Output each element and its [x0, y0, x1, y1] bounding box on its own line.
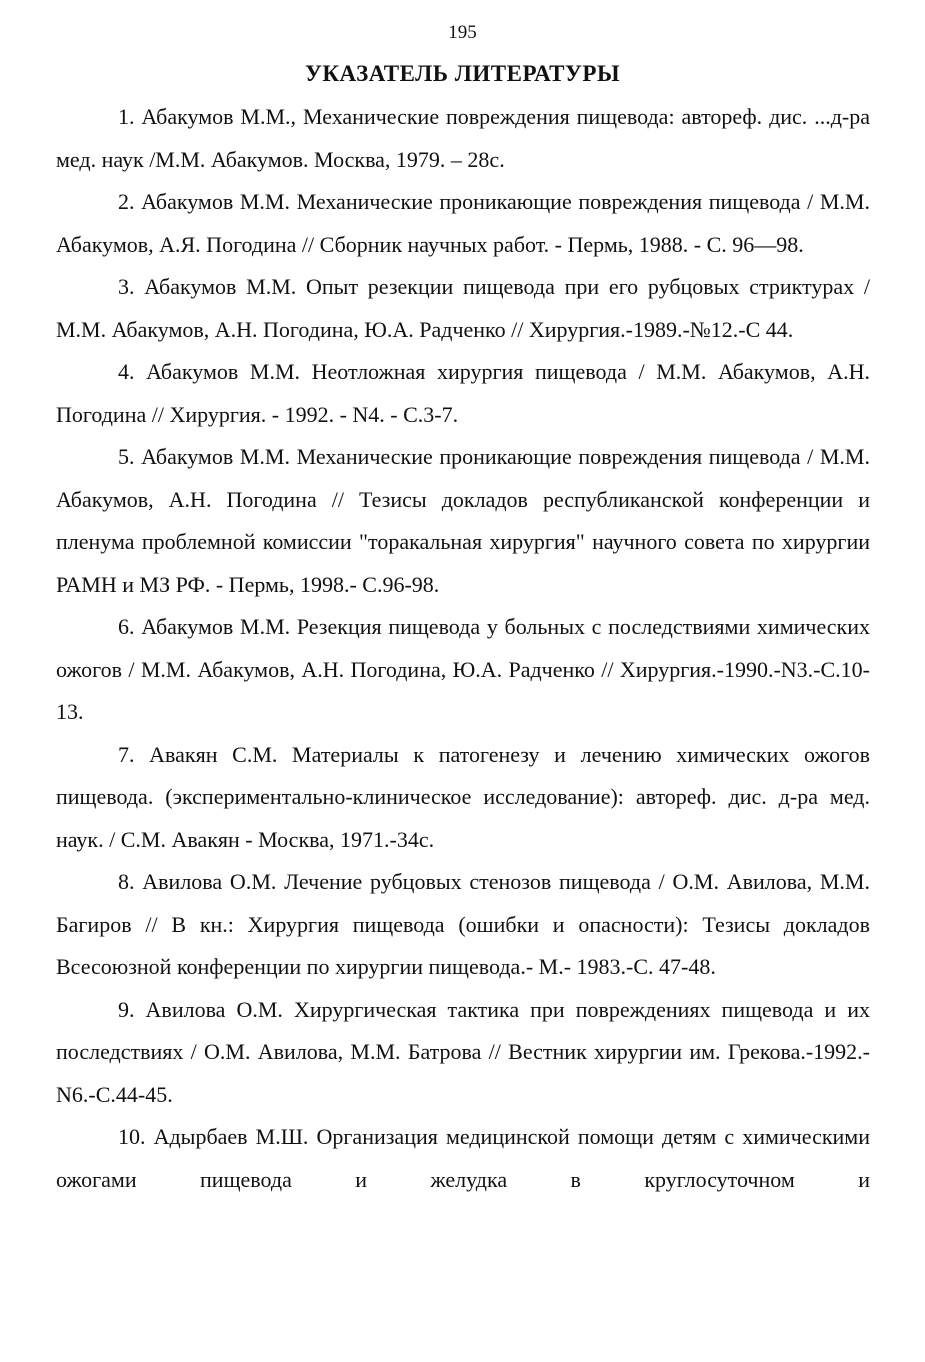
reference-item-9: 9. Авилова О.М. Хирургическая тактика при повреждениях пищевода и их последствиях / О.М. Авилова, М.М. Батрова // Вестник хирургии им. Грекова.-1992.-N6.-С.44-45. — [56, 996, 870, 1107]
reference-item-6: 6. Абакумов М.М. Резекция пищевода у больных с последствиями химических ожогов / М.М. Абакумов, А.Н. Погодина, Ю.А. Радченко // Хирургия.-1990.-N3.-С.10-13. — [56, 614, 870, 724]
page-title: УКАЗАТЕЛЬ ЛИТЕРАТУРЫ — [304, 61, 621, 86]
reference-item-2: 2. Абакумов М.М. Механические проникающие повреждения пищевода / М.М. Абакумов, А.Я. Погодина // Сборник научных работ. - Пермь, 1988. - С. 96—98. — [56, 189, 870, 257]
reference-item-10: 10. Адырбаев М.Ш. Организация медицинской помощи детям с химическими ожогами пищевода и желудка в круглосуточном и — [56, 1124, 870, 1192]
reference-item-8: 8. Авилова О.М. Лечение рубцовых стенозов пищевода / О.М. Авилова, М.М. Багиров // В кн.: Хирургия пищевода (ошибки и опасности): Тезисы докладов Всесоюзной конференции по хирургии пищевода.- М.- 1983.-С. 47-48. — [56, 869, 870, 979]
reference-item-3: 3. Абакумов М.М. Опыт резекции пищевода при его рубцовых стриктурах / М.М. Абакумов, А.Н. Погодина, Ю.А. Радченко // Хирургия.-1989.-№12.-С 44. — [56, 274, 870, 342]
reference-list — [56, 96, 870, 1201]
reference-item-5: 5. Абакумов М.М. Механические проникающие повреждения пищевода / М.М. Абакумов, А.Н. Погодина // Тезисы докладов республиканской конференции и пленума проблемной комиссии "торакальная хирургия" научного совета по хирургии РАМН и МЗ РФ. - Пермь, 1998.- С.96-98. — [56, 444, 870, 597]
reference-item-4: 4. Абакумов М.М. Неотложная хирургия пищевода / М.М. Абакумов, А.Н. Погодина // Хирургия. - 1992. - N4. - С.3-7. — [56, 359, 870, 427]
page-number: 195 — [448, 22, 477, 43]
reference-item-7: 7. Авакян С.М. Материалы к патогенезу и лечению химических ожогов пищевода. (экспериментально-клиническое исследование): автореф. дис. д-ра мед. наук. / С.М. Авакян - Москва, 1971.-34с. — [56, 741, 870, 852]
reference-item-1: 1. Абакумов М.М., Механические повреждения пищевода: автореф. дис. ...д-ра мед. наук /М.М. Абакумов. Москва, 1979. – 28с. — [56, 104, 870, 172]
